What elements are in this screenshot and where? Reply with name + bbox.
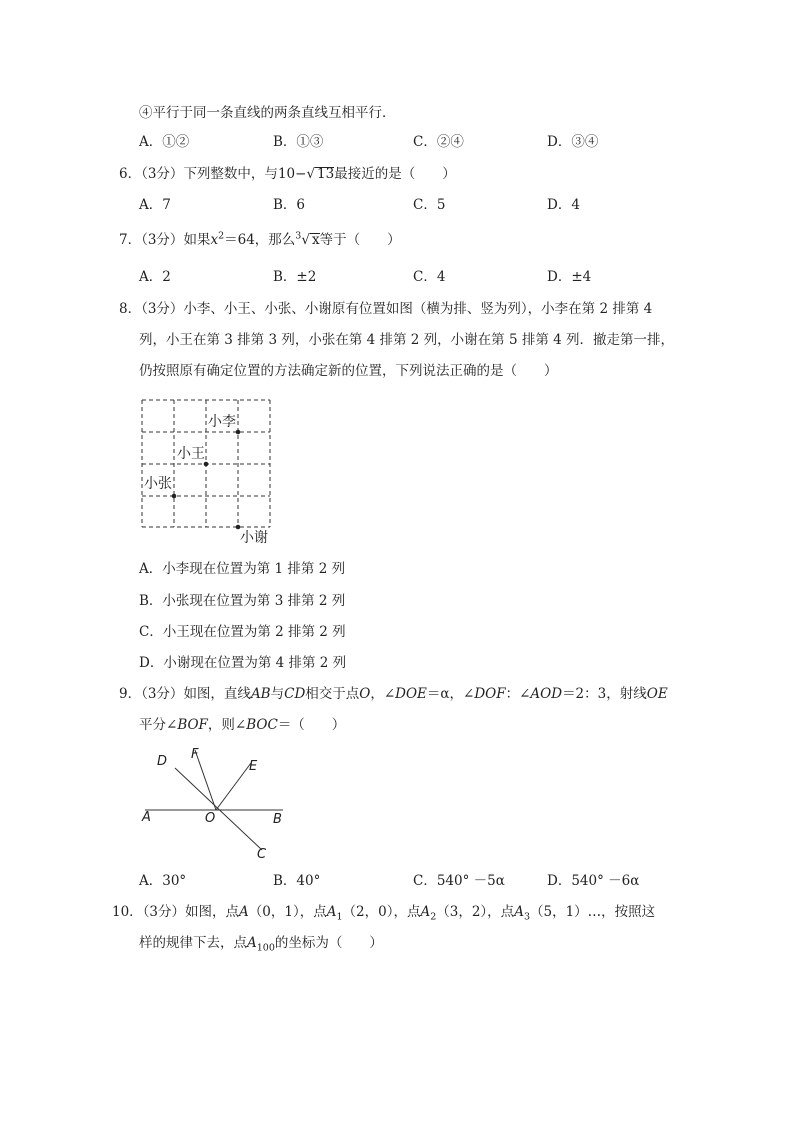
q9-text: ：∠ (505, 686, 531, 702)
label-xiaozhang: 小张 (144, 476, 172, 492)
q7-radicand: x (311, 232, 320, 248)
q7-score: （3分） (141, 232, 184, 248)
q9-var-doe: DOE (395, 686, 427, 702)
q6-score: （3分） (141, 166, 184, 182)
q10-text: （3，2），点 (436, 904, 515, 920)
q9-var-o: O (359, 686, 371, 702)
q7-number: 7． (119, 232, 142, 248)
q9-text: ，∠ (370, 686, 396, 702)
q6-text-tail: 最接近的是（ ） (334, 166, 456, 182)
q8-option-c: C．小王现在位置为第 2 排第 2 列 (139, 624, 346, 640)
q7-root-index: 3 (295, 230, 302, 242)
ray-oe (216, 763, 251, 810)
q10-text: （0，1），点 (248, 904, 327, 920)
q6-text: 下列整数中，与 (183, 166, 278, 182)
q5-option-c: C．②④ (413, 134, 464, 150)
cube-root-radical (295, 230, 320, 248)
q10-sub-3: 3 (523, 911, 530, 923)
q9-angle-figure (135, 740, 295, 865)
q7-option-c: C．4 (413, 269, 446, 285)
q9-text: 平分∠ (139, 717, 178, 733)
q7-option-d: D．±4 (547, 269, 592, 285)
q9-text: ，则∠ (207, 717, 247, 733)
q9-stem-line-1 (119, 688, 668, 702)
q4-statement-4: ④平行于同一条直线的两条直线互相平行． (139, 105, 396, 121)
sqrt-radical (306, 167, 334, 182)
label-xiaoxie: 小谢 (240, 530, 268, 546)
q10-text: （5，1）…，按照这 (529, 904, 656, 920)
q9-text: ＝2：3，射线 (562, 686, 647, 702)
q10-sub-2: 2 (430, 911, 437, 923)
q7-variable: x (210, 232, 219, 248)
q10-point-a: A (239, 904, 249, 920)
label-e: E (249, 759, 258, 774)
q6-option-a: A．7 (139, 197, 171, 213)
line-cd (175, 768, 262, 850)
xiaoxie-point (236, 525, 241, 530)
q9-var-bof: BOF (177, 717, 208, 733)
q10-text: 样的规律下去，点 (139, 935, 247, 951)
xiaozhang-point (172, 494, 177, 499)
q8-option-d: D．小谢现在位置为第 4 排第 2 列 (139, 655, 347, 671)
q10-sub-1: 1 (336, 911, 343, 923)
q10-point-a2: A (420, 904, 431, 920)
q6-option-b: B．6 (273, 197, 306, 213)
label-a: A (142, 810, 151, 825)
q10-point-a100: A (247, 935, 257, 951)
q7-text: 如果 (183, 232, 211, 248)
q9-score: （3分） (141, 686, 184, 702)
label-b: B (273, 812, 282, 827)
q6-stem (119, 167, 456, 182)
q9-var-ab: AB (250, 686, 271, 702)
radical-sign-icon: √ (301, 232, 310, 248)
q6-option-c: C．5 (413, 197, 446, 213)
q9-option-c: C．540° －5α (413, 873, 505, 889)
q8-stem-line-3: 仍按照原有确定位置的方法确定新的位置，下列说法正确的是（ ） (139, 363, 558, 379)
label-c: C (257, 847, 267, 862)
q10-score: （3分） (142, 904, 186, 920)
label-xiaoli: 小李 (208, 414, 236, 430)
label-f: F (191, 747, 199, 762)
q9-number: 9． (119, 686, 142, 702)
q9-var-aod: AOD (530, 686, 563, 702)
q9-text: 与 (270, 686, 285, 702)
q5-option-d: D．③④ (547, 134, 599, 150)
q6-option-d: D．4 (547, 197, 580, 213)
q10-sub-100: 100 (256, 942, 275, 954)
q6-expr: 10− (277, 166, 307, 182)
q9-text: 相交于点 (305, 686, 360, 702)
q10-point-a1: A (326, 904, 337, 920)
q6-radicand: 13 (317, 166, 335, 182)
label-xiaowang: 小王 (177, 446, 205, 462)
xiaowang-point (204, 462, 209, 467)
q10-text: 的坐标为（ ） (274, 935, 383, 951)
q8-option-a: A．小李现在位置为第 1 排第 2 列 (139, 561, 346, 577)
q7-option-a: A．2 (139, 269, 171, 285)
q6-number: 6． (119, 166, 142, 182)
q8-stem-line-2: 列，小王在第 3 排第 3 列，小张在第 4 排第 2 列，小谢在第 5 排第 4 列．撤走第一排， (139, 332, 675, 348)
q9-var-dof: DOF (474, 686, 506, 702)
label-d: D (157, 754, 168, 769)
q9-option-a: A．30° (139, 873, 187, 889)
q9-var-boc: BOC (246, 717, 278, 733)
q9-option-d: D．540° －6α (547, 873, 640, 889)
q7-text-tail: 等于（ ） (319, 232, 401, 248)
xiaoli-point (236, 430, 241, 435)
q10-stem-line-2 (139, 935, 383, 954)
q9-var-oe: OE (646, 686, 668, 702)
q8-option-b: B．小张现在位置为第 3 排第 2 列 (139, 593, 346, 609)
q10-number: 10． (112, 904, 143, 920)
q9-option-b: B．40° (273, 873, 321, 889)
q7-exponent: 2 (218, 230, 225, 242)
q10-point-a3: A (514, 904, 524, 920)
q9-text: ＝α，∠ (426, 686, 475, 702)
q5-option-b: B．①③ (273, 134, 324, 150)
q7-stem (119, 230, 401, 248)
radical-sign-icon: √ (306, 166, 316, 182)
q8-seating-grid-figure (130, 390, 290, 550)
q9-var-cd: CD (284, 686, 306, 702)
q5-option-a: A．①② (139, 134, 190, 150)
label-o: O (205, 811, 216, 826)
q8-stem-line-1: 8．（3分）小李、小王、小张、小谢原有位置如图（横为排、竖为列），小李在第 2 排第 4 (119, 301, 653, 317)
q10-stem-line-1 (112, 904, 656, 923)
q9-text: ＝（ ） (277, 717, 346, 733)
q7-option-b: B．±2 (273, 269, 317, 285)
q7-text-mid: ＝64，那么 (224, 232, 296, 248)
q10-text: （2，0），点 (342, 904, 421, 920)
q9-text: 如图，直线 (183, 686, 251, 702)
q9-stem-line-2 (139, 719, 345, 733)
q10-text: 如图，点 (185, 904, 240, 920)
